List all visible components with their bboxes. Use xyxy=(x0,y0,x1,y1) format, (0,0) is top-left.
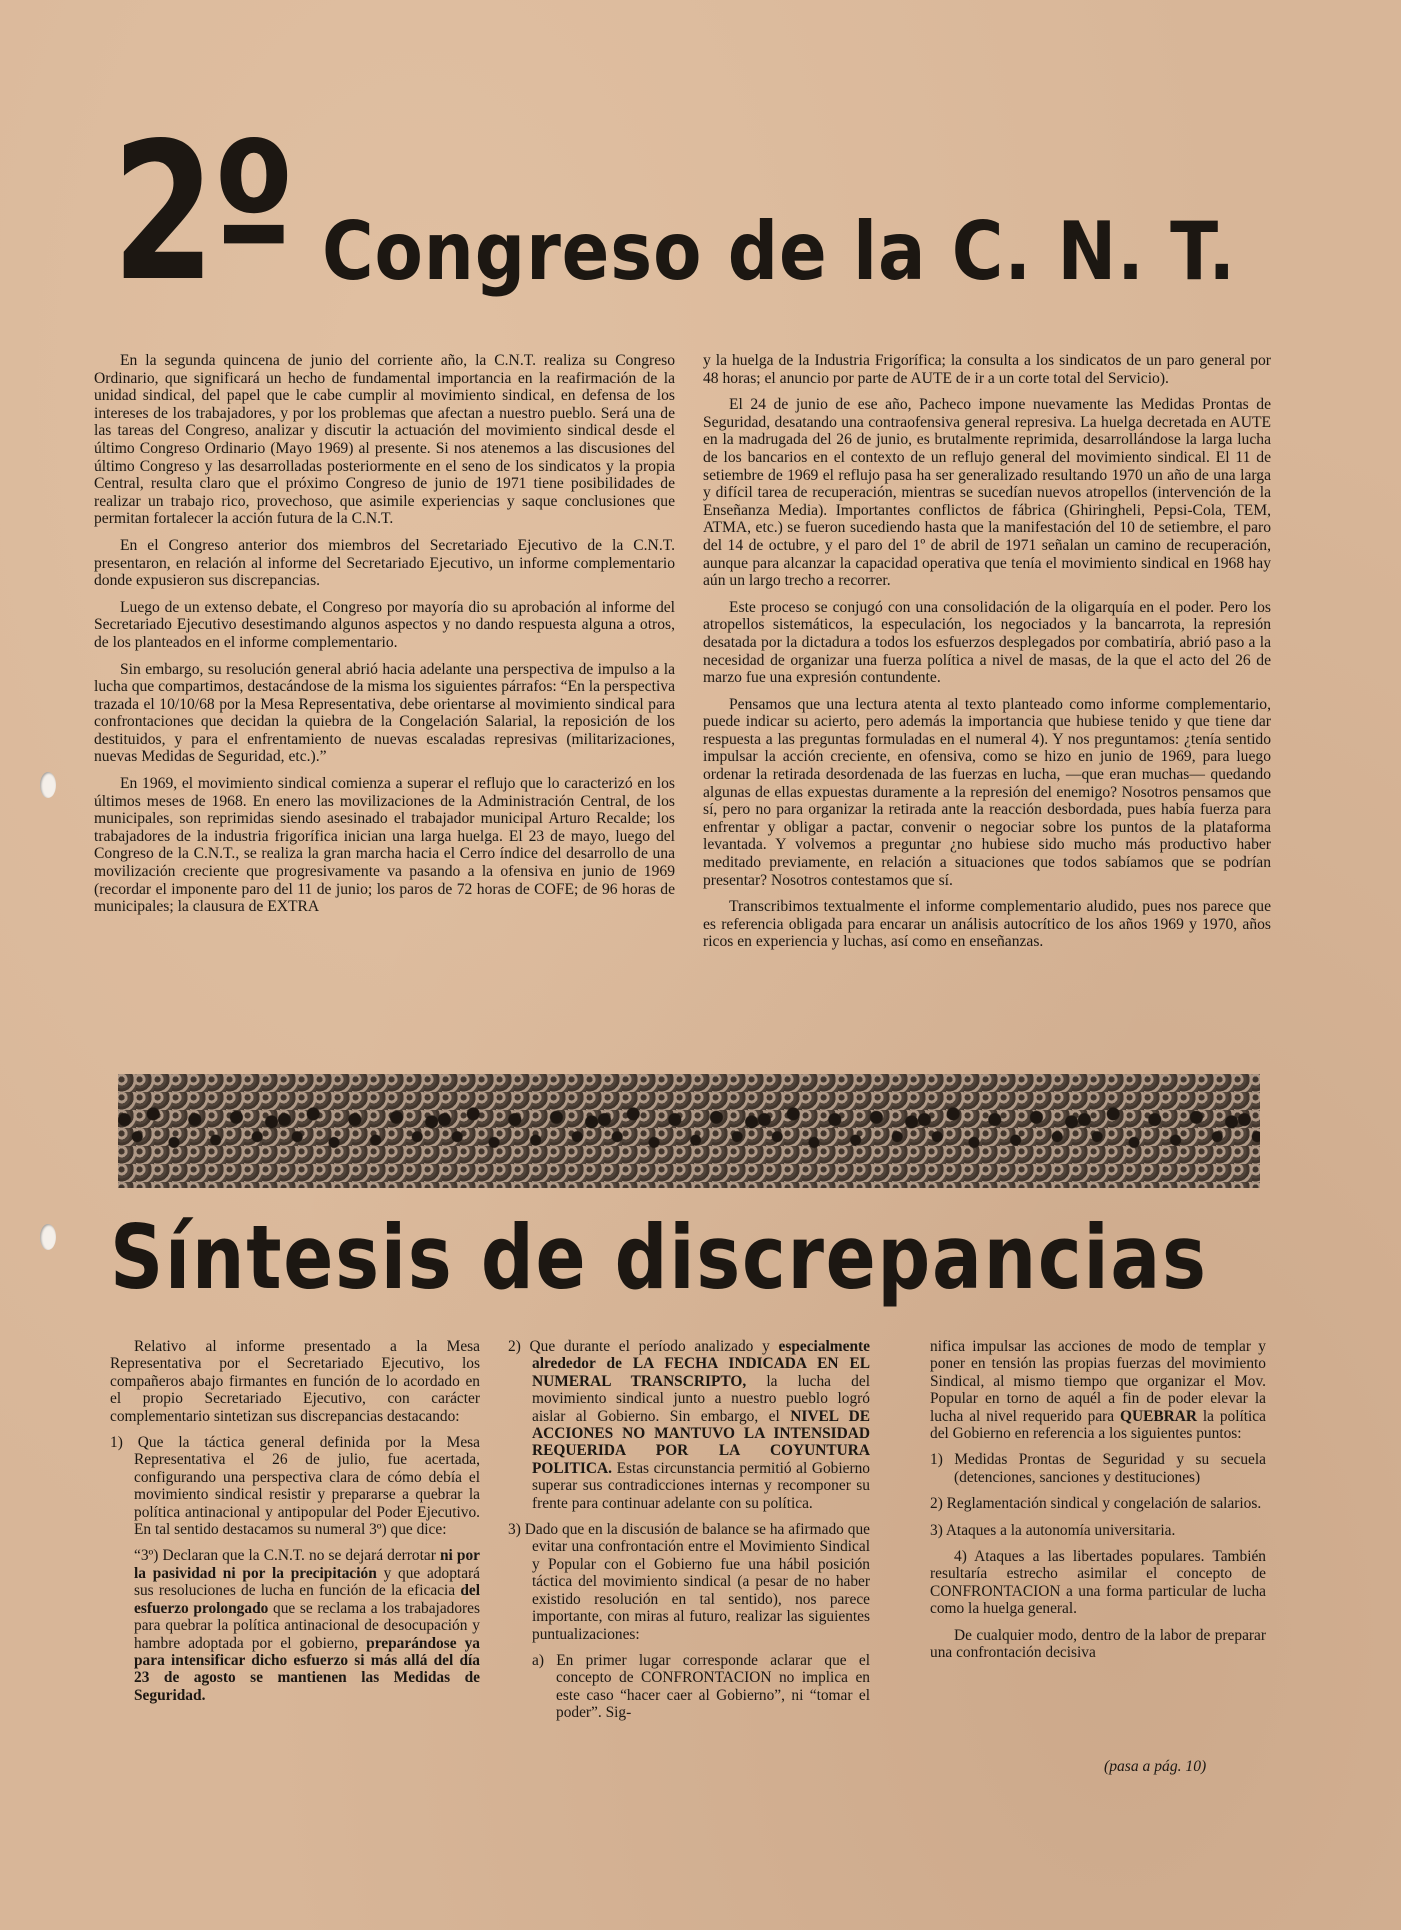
list-item xyxy=(930,1338,1266,1442)
list-item: 1) Medidas Prontas de Seguridad y su secuela (detenciones, sanciones y destituciones) xyxy=(930,1451,1266,1486)
text-bold: NIVEL DE ACCIONES NO MANTUVO LA INTENSIDAD REQUERIDA POR LA COYUNTURA POLITICA. xyxy=(532,1407,870,1477)
paragraph: En 1969, el movimiento sindical comienza a superar el reflujo que lo caracterizó en los últimos meses de 1968. En enero las movilizaciones de la Administración Central, de los municipales, son reprimidas siendo asesinado el trabajador municipal Arturo Recalde; los trabajadores de la industria frigorífica inician una larga huelga. El 23 de mayo, luego del Congreso de la C.N.T., se realiza la gran marcha hacia el Cerro índice del desarrollo de una movilización creciente que progresivamente va pasando a la ofensiva en junio de 1969 (recordar el imponente paro del 11 de junio; los paros de 72 horas de COFE; de 96 horas de municipales; la clausura de EXTRA xyxy=(94,775,675,916)
punch-hole xyxy=(40,1224,56,1250)
text-bold: especialmente alrededor de LA FECHA INDICADA EN EL NUMERAL TRANSCRIPTO, xyxy=(532,1338,870,1390)
quote-text: y que adoptará sus resoluciones de lucha en función de la eficacia xyxy=(134,1564,480,1600)
text: Estas circunstancia permitió al Gobierno superar sus contradicciones internas y recomponer su frente para continuar adelante con su política. xyxy=(532,1459,870,1512)
punch-hole xyxy=(40,772,56,798)
crowd-photo xyxy=(118,1074,1260,1188)
section-title: Síntesis de discrepancias xyxy=(110,1206,1208,1309)
congress-number: 2º xyxy=(112,102,293,323)
list-item xyxy=(508,1338,870,1512)
list-item: 1) Que la táctica general definida por la Mesa Representativa el 26 de julio, fue acertada, configurando una perspectiva clara de cómo debía el movimiento sindical resistir y prepararse a quebrar la política antinacional y antipopular del Poder Ejecutivo. En tal sentido destacamos su numeral 3º) que dice: xyxy=(110,1434,480,1539)
quote-text: “3º) Declaran que la C.N.T. no se dejará derrotar xyxy=(134,1547,436,1565)
paragraph: Relativo al informe presentado a la Mesa Representativa por el Secretariado Ejecutivo, los compañeros abajo firmantes en función de lo acordado en el propio Secretariado Ejecutivo, con carácter complementario sintetizan sus discrepancias destacando: xyxy=(110,1338,480,1425)
list-subitem: a) En primer lugar corresponde aclarar que el concepto de CONFRONTACION no implica en este caso “hacer caer al Gobierno”, ni “tomar el poder”. Sig- xyxy=(532,1651,870,1722)
paragraph: Este proceso se conjugó con una consolidación de la oligarquía en el poder. Pero los atropellos sistemáticos, la especulación, los negociados y la bancarrota, la represión desatada por la dictadura a todos los esfuerzos desplegados por combatiría, abrió paso a la necesidad de organizar una fuerza política a nivel de masas, de la que el acto del 26 de marzo fue una expresión contundente. xyxy=(703,598,1271,687)
list-item: 3) Dado que en la discusión de balance se ha afirmado que evitar una confrontación entre el Movimiento Sindical y Popular con el Gobierno fue una hábil posición táctica del movimiento sindical (a pesar de no haber existido resolución en tal sentido), nos parece importante, con miras al futuro, realizar las siguientes puntualizaciones: xyxy=(508,1521,870,1643)
quote-bold: preparándose ya para intensificar dicho esfuerzo si más allá del día 23 de agosto se mantienen las Medidas de Seguridad. xyxy=(134,1634,480,1704)
text: 2) Que durante el período analizado y xyxy=(508,1338,770,1355)
intro-column-1 xyxy=(94,352,675,925)
paragraph: El 24 de junio de ese año, Pacheco impone nuevamente las Medidas Prontas de Seguridad, desatando una contraofensiva general represiva. La huelga decretada en AUTE en la madrugada del 26 de junio, es brutalmente reprimida, desarrollándose la larga lucha de los bancarios en el contexto de un reflujo general del movimiento sindical. El 11 de setiembre de 1969 el reflujo pasa ha ser generalizado resultando 1970 un año de una larga y difícil tarea de recuperación, mientras se sucedían nuevos atropellos (intervención de la Enseñanza Media). Importantes conflictos de fábrica (Ghiringheli, Pepsi-Cola, TEM, ATMA, etc.) se fueron sucediendo hasta que la manifestación del 10 de setiembre, el paro del 14 de octubre, y el paro del 1º de abril de 1971 señalan un camino de recuperación, aunque para alcanzar la capacidad operativa que tenía el movimiento sindical en 1968 hay aún un largo trecho a recorrer. xyxy=(703,396,1271,590)
list-item: 4) Ataques a las libertades populares. También resultaría estrecho asimilar el concepto de CONFRONTACION a una forma particular de lucha como la huelga general. xyxy=(930,1548,1266,1618)
discrepancies-column-1 xyxy=(110,1338,480,1713)
quote-text: que se reclama a los trabajadores para quebrar la política antinacional de desocupación y hambre adoptada por el gobierno, xyxy=(134,1599,480,1652)
list-item: 3) Ataques a la autonomía universitaria. xyxy=(930,1521,1176,1539)
paragraph: Transcribimos textualmente el informe complementario aludido, pues nos parece que es referencia obligada para encarar un análisis autocrítico de los años 1969 y 1970, años ricos en experiencia y luchas, así como en enseñanzas. xyxy=(703,898,1271,951)
text-bold: QUEBRAR xyxy=(1120,1407,1197,1425)
quote-bold: ni por la pasividad ni por la precipitación xyxy=(134,1547,480,1582)
discrepancies-column-2 xyxy=(508,1338,870,1731)
paragraph: y la huelga de la Industria Frigorífica; la consulta a los sindicatos de un paro general por 48 horas; el anuncio por parte de AUTE de ir a un corte total del Servicio). xyxy=(703,352,1271,387)
text: la política del Gobierno en referencia a los siguientes puntos: xyxy=(930,1407,1266,1443)
text: nifica impulsar las acciones de modo de templar y poner en tensión las propias fuerzas del movimiento Sindical, al mismo tiempo que organizar el Mov. Popular en torno de aquél a fin de poder elevar la lucha al nivel requerido para xyxy=(930,1338,1266,1425)
paragraph: Pensamos que una lectura atenta al texto planteado como informe complementario, puede indicar su acierto, pero además la importancia que hubiese tenido y que tiene dar respuesta a las preguntas formuladas en el numeral 4). Y nos preguntamos: ¿tenía sentido impulsar la acción creciente, en ofensiva, como se hizo en junio de 1969, para luego ordenar la retirada desordenada de las fuerzas en lucha, —que eran muchas— quedando algunas de ellas expuestas duramente a la represión del enemigo? Nosotros pensamos que sí, pero no para organizar la retirada ante la reacción desbordada, pues había fuerza para enfrentar y obligar a pactar, convenir o negociar sobre los puntos de la plataforma levantada. Y volvemos a preguntar ¿no hubiese sido mucho más productivo haber meditado previamente, en relación a situaciones que todos sabíamos que se podrían presentar? Nosotros contestamos que sí. xyxy=(703,695,1271,889)
continued-note: (pasa a pág. 10) xyxy=(1104,1758,1207,1775)
intro-column-2 xyxy=(703,352,1271,960)
paragraph: Sin embargo, su resolución general abrió hacia adelante una perspectiva de impulso a la lucha que compartimos, destacándose de la misma los siguientes párrafos: “En la perspectiva trazada el 10/10/68 por la Mesa Representativa, debe orientarse al movimiento sindical para confrontaciones que decidan la quiebra de la Congelación Salarial, la reposición de los destituidos, y para el enfrentamiento de nuevas escaladas represivas (militarizaciones, nuevas Medidas de Seguridad, etc.).” xyxy=(94,660,675,766)
paragraph: En el Congreso anterior dos miembros del Secretariado Ejecutivo de la C.N.T. presentaron, en relación al informe del Secretariado Ejecutivo, un informe complementario donde expusieron sus discrepancias. xyxy=(94,536,675,590)
paragraph: Luego de un extenso debate, el Congreso por mayoría dio su aprobación al informe del Secretariado Ejecutivo desestimando algunos aspectos y no dando respuesta alguna a otros, de los planteados en el informe complementario. xyxy=(94,598,675,651)
paragraph: En la segunda quincena de junio del corriente año, la C.N.T. realiza su Congreso Ordinario, que significará un hecho de fundamental importancia en la reafirmación de la unidad sindical, del papel que le cabe cumplir al movimiento sindical, en defensa de los intereses de los trabajadores, y por los problemas que afectan a nuestro pueblo. Será una de las tareas del Congreso, analizar y discutir la actuación del movimiento sindical desde el último Congreso Ordinario (Mayo 1969) al presente. Si nos atenemos a las discusiones del último Congreso y las desarrolladas posteriormente en el seno de los sindicatos y la propia Central, resulta claro que el próximo Congreso de junio de 1971 tiene posibilidades de realizar un trabajo rico, provechoso, que asimile experiencias y saque conclusiones que permitan fortalecer la acción futura de la C.N.T. xyxy=(94,352,675,528)
list-item: 2) Reglamentación sindical y congelación de salarios. xyxy=(930,1495,1262,1513)
quote xyxy=(110,1547,480,1704)
quote-bold: del esfuerzo prolongado xyxy=(134,1582,480,1617)
discrepancies-column-3 xyxy=(930,1338,1266,1671)
text: la lucha del movimiento sindical junto a nuestro pueblo logró aislar al Gobierno. Sin embargo, el xyxy=(532,1372,870,1425)
page-title: Congreso de la C. N. T. xyxy=(322,205,1236,298)
paragraph: De cualquier modo, dentro de la labor de preparar una confrontación decisiva xyxy=(930,1626,1266,1662)
